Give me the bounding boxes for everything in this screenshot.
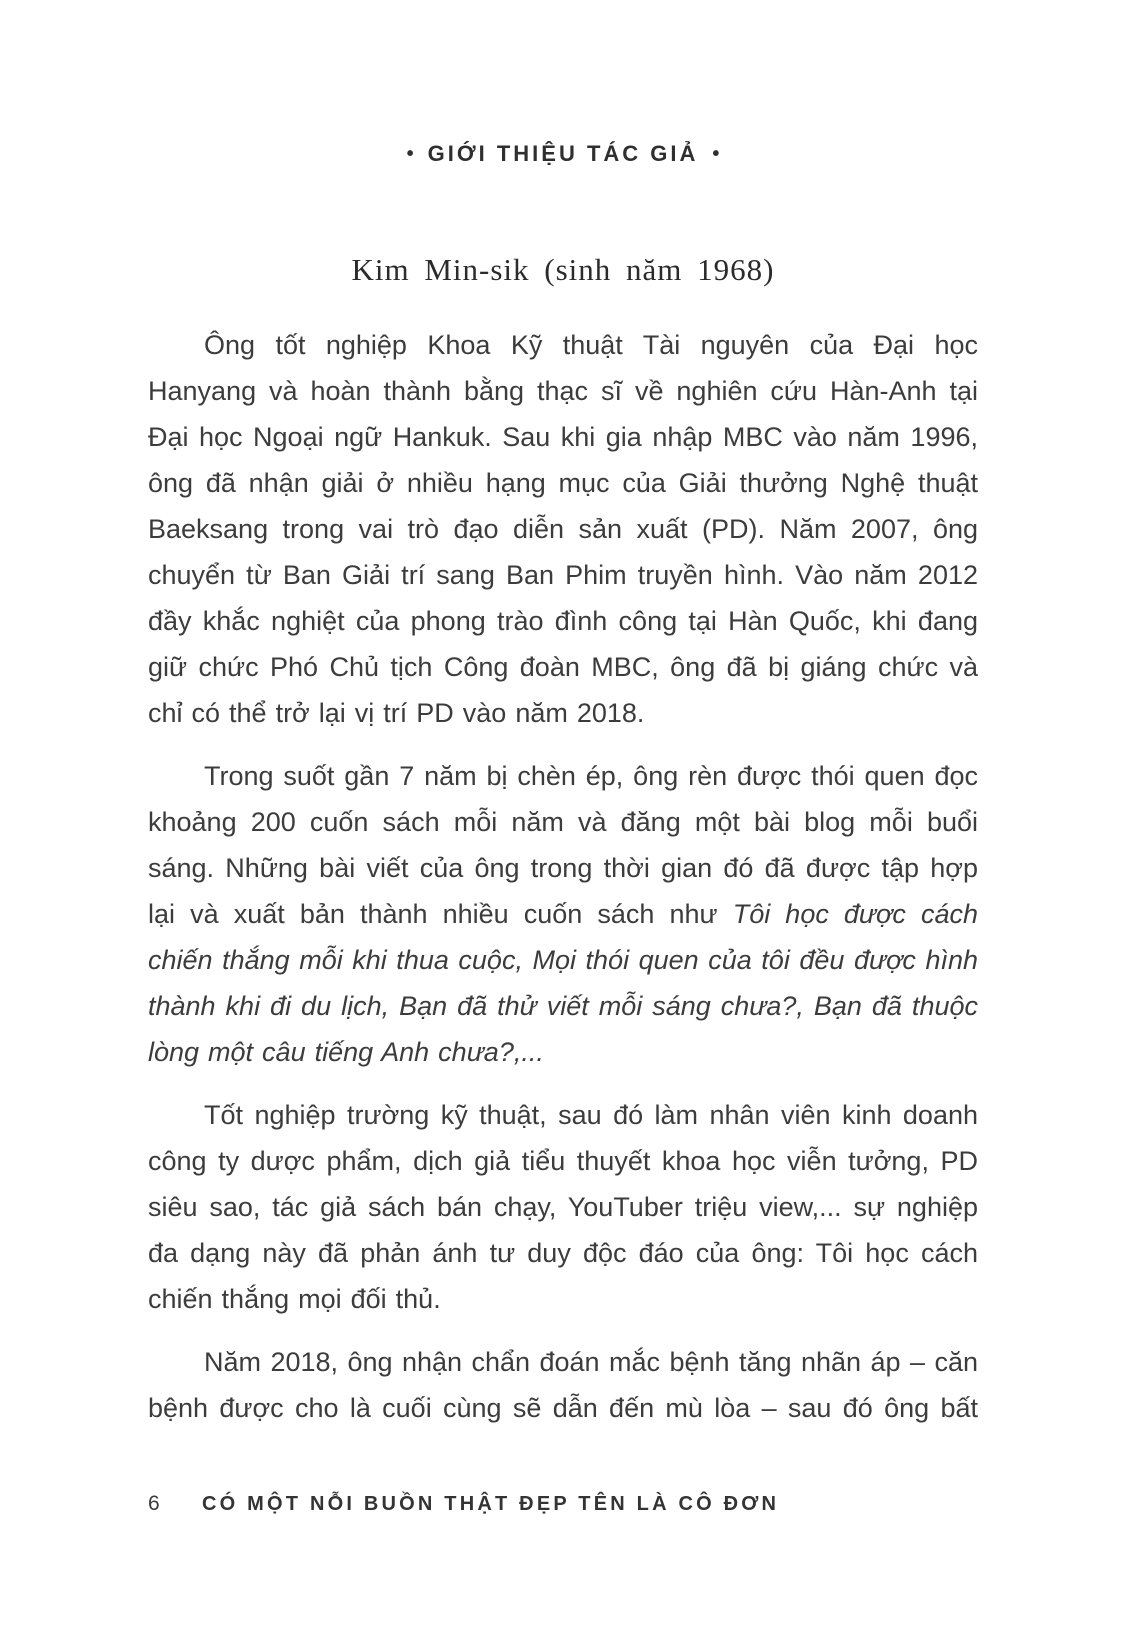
paragraph-2-text: Trong suốt gần 7 năm bị chèn ép, ông rèn được thói quen đọc khoảng 200 cuốn sách mỗi năm và đăng một bài blog mỗi buổi sáng. Những bài viết của ông trong thời gian đó đã được tập hợp lại và xuất bản thành nhiều cuốn sách như (148, 761, 978, 929)
body-text (148, 322, 978, 1448)
paragraph-1-text: Ông tốt nghiệp Khoa Kỹ thuật Tài nguyên của Đại học Hanyang và hoàn thành bằng thạc sĩ về nghiên cứu Hàn-Anh tại Đại học Ngoại ngữ Hankuk. Sau khi gia nhập MBC vào năm 1996, ông đã nhận giải ở nhiều hạng mục của Giải thưởng Nghệ thuật Baeksang trong vai trò đạo diễn sản xuất (PD). Năm 2007, ông chuyển từ Ban Giải trí sang Ban Phim truyền hình. Vào năm 2012 đầy khắc nghiệt của phong trào đình công tại Hàn Quốc, khi đang giữ chức Phó Chủ tịch Công đoàn MBC, ông đã bị giáng chức và chỉ có thể trở lại vị trí PD vào năm 2018. (148, 330, 978, 728)
section-header (0, 141, 1126, 167)
paragraph-4-text: Năm 2018, ông nhận chẩn đoán mắc bệnh tăng nhãn áp – căn bệnh được cho là cuối cùng sẽ dẫn đến mù lòa – sau đó ông bất (148, 1347, 978, 1423)
page-footer (148, 1492, 779, 1516)
page-number: 6 (148, 1492, 160, 1515)
bullet-decoration-right: • (712, 143, 720, 165)
running-title: CÓ MỘT NỖI BUỒN THẬT ĐẸP TÊN LÀ CÔ ĐƠN (202, 1493, 780, 1515)
paragraph-2 (148, 753, 978, 1075)
bullet-decoration-left: • (406, 143, 414, 165)
paragraph-4 (148, 1339, 978, 1431)
paragraph-2-book-titles: Tôi học được cách chiến thắng mỗi khi thua cuộc, Mọi thói quen của tôi đều được hình thành khi đi du lịch, Bạn đã thử viết mỗi sáng chưa?, Bạn đã thuộc lòng một câu tiếng Anh chưa?,... (148, 899, 978, 1067)
paragraph-3 (148, 1092, 978, 1322)
section-title: GIỚI THIỆU TÁC GIẢ (427, 141, 699, 166)
paragraph-1 (148, 322, 978, 736)
author-heading: Kim Min-sik (sinh năm 1968) (351, 252, 775, 287)
paragraph-3-text: Tốt nghiệp trường kỹ thuật, sau đó làm nhân viên kinh doanh công ty dược phẩm, dịch giả tiểu thuyết khoa học viễn tưởng, PD siêu sao, tác giả sách bán chạy, YouTuber triệu view,... sự nghiệp đa dạng này đã phản ánh tư duy độc đáo của ông: Tôi học cách chiến thắng mọi đối thủ. (148, 1100, 978, 1314)
